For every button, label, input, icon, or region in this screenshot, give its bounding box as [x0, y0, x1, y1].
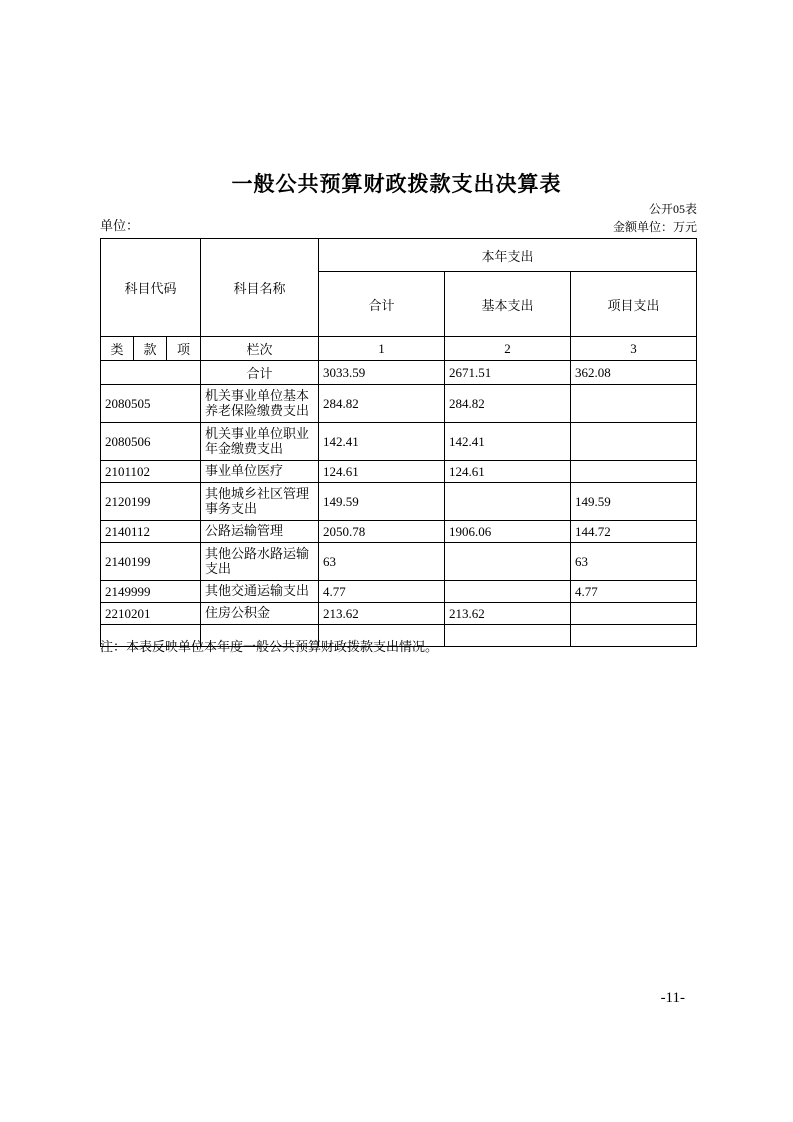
unit-label: 单位： — [100, 218, 140, 233]
row-total: 213.62 — [319, 603, 445, 625]
amount-unit-label: 金额单位：万元 — [612, 220, 697, 234]
form-number: 公开05表 — [648, 202, 697, 216]
row-project — [571, 423, 697, 461]
header-name-group: 科目名称 — [201, 239, 319, 337]
row-code: 2140199 — [101, 543, 201, 581]
header-sub-code-kuan: 款 — [134, 337, 167, 361]
table-row — [101, 483, 697, 521]
row-total: 4.77 — [319, 581, 445, 603]
total-row-total: 3033.59 — [319, 361, 445, 385]
row-total: 142.41 — [319, 423, 445, 461]
header-col-number-2: 2 — [445, 337, 571, 361]
row-name: 机关事业单位基本养老保险缴费支出 — [201, 385, 319, 423]
row-basic: 1906.06 — [445, 521, 571, 543]
row-project: 144.72 — [571, 521, 697, 543]
row-code: 2149999 — [101, 581, 201, 603]
header-col-number-3: 3 — [571, 337, 697, 361]
header-year-expense: 本年支出 — [319, 239, 697, 272]
page-title: 一般公共预算财政拨款支出决算表 — [231, 172, 562, 196]
row-basic: 142.41 — [445, 423, 571, 461]
header-sub-code-lei: 类 — [101, 337, 134, 361]
row-project — [571, 603, 697, 625]
row-total: 149.59 — [319, 483, 445, 521]
row-project — [571, 385, 697, 423]
table-header-row-1 — [101, 239, 697, 272]
row-name: 住房公积金 — [201, 603, 319, 625]
table-row-total — [101, 361, 697, 385]
header-sub-code-xiang: 项 — [167, 337, 201, 361]
row-basic — [445, 483, 571, 521]
header-total: 合计 — [319, 272, 445, 337]
row-code: 2120199 — [101, 483, 201, 521]
budget-expenditure-table — [100, 238, 697, 647]
row-project — [571, 461, 697, 483]
row-total: 63 — [319, 543, 445, 581]
row-code: 2210201 — [101, 603, 201, 625]
row-project: 4.77 — [571, 581, 697, 603]
total-row-basic: 2671.51 — [445, 361, 571, 385]
row-project: 63 — [571, 543, 697, 581]
row-total: 124.61 — [319, 461, 445, 483]
row-name: 其他交通运输支出 — [201, 581, 319, 603]
header-col-number-1: 1 — [319, 337, 445, 361]
row-total: 2050.78 — [319, 521, 445, 543]
row-name: 机关事业单位职业年金缴费支出 — [201, 423, 319, 461]
total-row-label: 合计 — [201, 361, 319, 385]
row-basic: 124.61 — [445, 461, 571, 483]
table-note: 注：本表反映单位本年度一般公共预算财政拨款支出情况。 — [100, 639, 439, 654]
row-code: 2140112 — [101, 521, 201, 543]
table-row — [101, 385, 697, 423]
row-project: 149.59 — [571, 483, 697, 521]
table-row — [101, 461, 697, 483]
table-row — [101, 543, 697, 581]
row-basic — [445, 581, 571, 603]
table-header-row-3 — [101, 337, 697, 361]
row-name: 公路运输管理 — [201, 521, 319, 543]
row-basic: 284.82 — [445, 385, 571, 423]
row-name: 其他城乡社区管理事务支出 — [201, 483, 319, 521]
row-name: 事业单位医疗 — [201, 461, 319, 483]
header-column-label: 栏次 — [201, 337, 319, 361]
table-row — [101, 581, 697, 603]
page-number: -11- — [660, 990, 685, 1006]
row-code: 2080505 — [101, 385, 201, 423]
row-name: 其他公路水路运输支出 — [201, 543, 319, 581]
row-basic — [445, 543, 571, 581]
row-basic: 213.62 — [445, 603, 571, 625]
header-code-group: 科目代码 — [101, 239, 201, 337]
table-row — [101, 521, 697, 543]
header-basic: 基本支出 — [445, 272, 571, 337]
row-code: 2101102 — [101, 461, 201, 483]
total-row-project: 362.08 — [571, 361, 697, 385]
row-total: 284.82 — [319, 385, 445, 423]
table-row — [101, 603, 697, 625]
row-code: 2080506 — [101, 423, 201, 461]
header-project: 项目支出 — [571, 272, 697, 337]
table-row — [101, 423, 697, 461]
